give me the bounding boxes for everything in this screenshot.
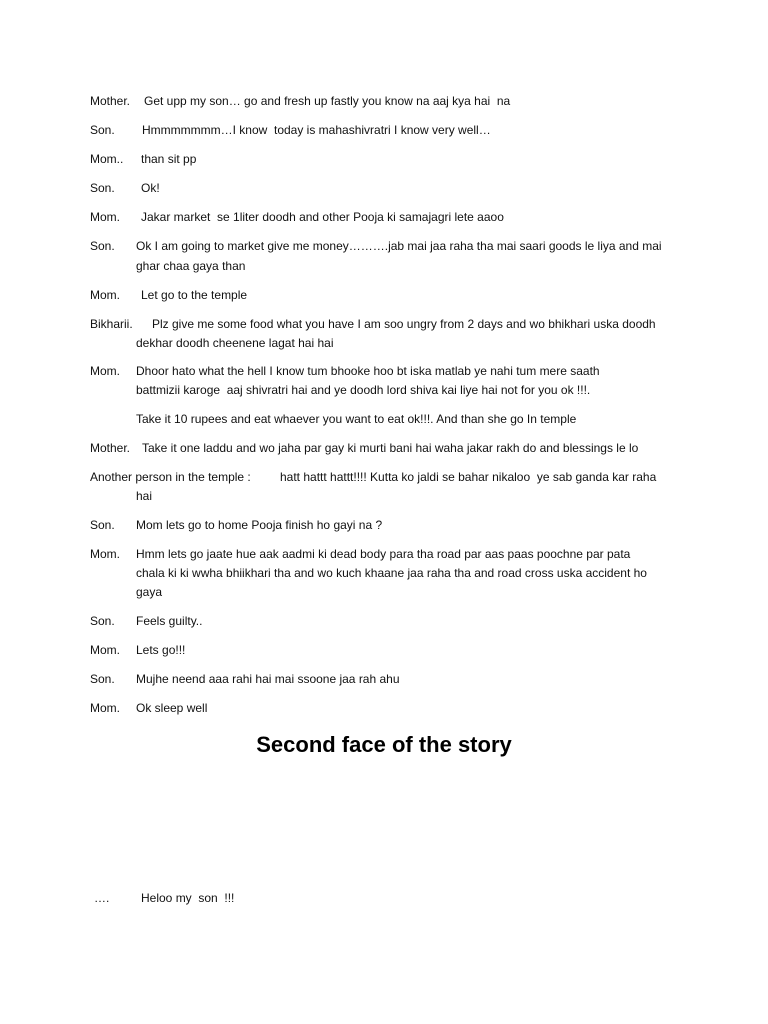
- speaker-label: Mother.: [90, 441, 131, 455]
- speaker-label: Son.: [90, 672, 115, 686]
- speaker-label: Son.: [90, 239, 115, 253]
- speaker-label: ….: [94, 891, 110, 905]
- dialogue-text-continued: hai: [136, 489, 153, 503]
- dialogue-text: Mujhe neend aaa rahi hai mai ssoone jaa rah ahu: [136, 672, 400, 686]
- dialogue-text: Dhoor hato what the hell I know tum bhooke hoo bt iska matlab ye nahi tum mere saath: [136, 364, 600, 378]
- speaker-label: Mom.: [90, 701, 120, 715]
- dialogue-text: Hmm lets go jaate hue aak aadmi ki dead body para tha road par aas paas poochne par pata: [136, 547, 631, 561]
- dialogue-text-continued: ghar chaa gaya than: [136, 259, 246, 273]
- speaker-label: Bikharii.: [90, 317, 133, 331]
- dialogue-text: Hmmmmmmm…I know today is mahashivratri I know very well…: [142, 123, 491, 137]
- dialogue-line: [90, 545, 690, 605]
- dialogue-text: Plz give me some food what you have I am soo ungry from 2 days and wo bhikhari uska doodh: [152, 317, 656, 331]
- dialogue-text: Lets go!!!: [136, 643, 186, 657]
- speaker-label: Mother.: [90, 94, 131, 108]
- speaker-label: Another person in the temple :: [90, 470, 251, 484]
- speaker-label: Mom.: [90, 643, 120, 657]
- dialogue-line: [90, 315, 690, 355]
- speaker-label: Mom.: [90, 364, 120, 378]
- dialogue-text-continued: chala ki ki wwha bhiikhari tha and wo kuch khaane jaa raha tha and road cross uska accident ho: [136, 566, 647, 580]
- dialogue-line: [90, 468, 690, 508]
- dialogue-text-continued: dekhar doodh cheenene lagat hai hai: [136, 336, 334, 350]
- speaker-label: Mom.: [90, 547, 120, 561]
- speaker-label: Mom.: [90, 210, 120, 224]
- dialogue-text: Take it one laddu and wo jaha par gay ki murti bani hai waha jakar rakh do and blessings le lo: [142, 441, 639, 455]
- dialogue-text: Feels guilty..: [136, 614, 203, 628]
- speaker-label: Mom.: [90, 288, 120, 302]
- dialogue-text: Jakar market se 1liter doodh and other Pooja ki samajagri lete aaoo: [141, 210, 504, 224]
- dialogue-text: Heloo my son !!!: [141, 891, 235, 905]
- dialogue-text: Get upp my son… go and fresh up fastly you know na aaj kya hai na: [144, 94, 511, 108]
- speaker-label: Son.: [90, 518, 115, 532]
- section-heading: Second face of the story: [256, 732, 512, 757]
- dialogue-text: hatt hattt hattt!!!! Kutta ko jaldi se bahar nikaloo ye sab ganda kar raha: [280, 470, 657, 484]
- speaker-label: Son.: [90, 123, 115, 137]
- speaker-label: Son.: [90, 614, 115, 628]
- speaker-label: Son.: [90, 181, 115, 195]
- dialogue-text: Ok I am going to market give me money……….jab mai jaa raha tha mai saari goods le liya and mai: [136, 239, 662, 253]
- speaker-label: Mom..: [90, 152, 124, 166]
- dialogue-line: [90, 237, 690, 277]
- dialogue-line: [90, 362, 690, 402]
- dialogue-text: Ok sleep well: [136, 701, 208, 715]
- dialogue-text-continued: gaya: [136, 585, 163, 599]
- dialogue-text-continued: battmizii karoge aaj shivratri hai and ye doodh lord shiva kai liye hai not for you ok !!!.: [136, 383, 591, 397]
- dialogue-text: Mom lets go to home Pooja finish ho gayi na ?: [136, 518, 383, 532]
- dialogue-text: than sit pp: [141, 152, 197, 166]
- dialogue-text: Let go to the temple: [141, 288, 248, 302]
- dialogue-text: Take it 10 rupees and eat whaever you want to eat ok!!!. And than she go In temple: [136, 412, 577, 426]
- dialogue-text: Ok!: [141, 181, 160, 195]
